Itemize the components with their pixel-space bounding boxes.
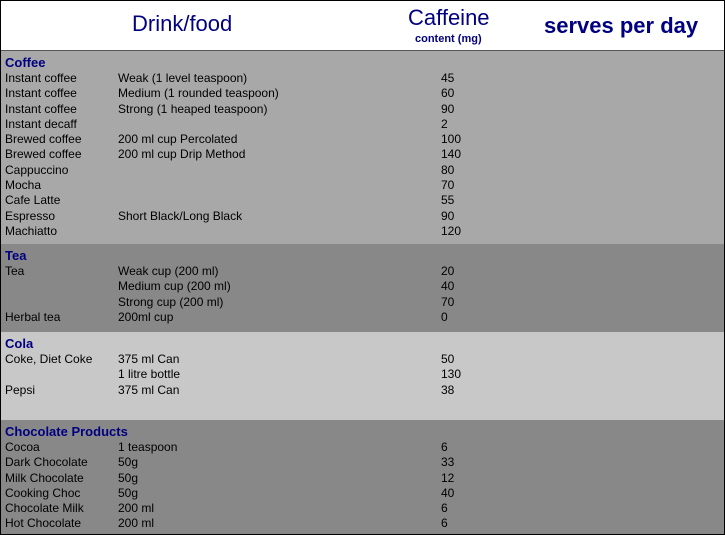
- item-name: Machiatto: [5, 223, 58, 238]
- item-description: Short Black/Long Black: [118, 208, 243, 223]
- item-description: 1 litre bottle: [118, 367, 181, 382]
- item-name: Mocha: [5, 178, 42, 193]
- tea-section: [1, 244, 724, 332]
- table-row: [1, 440, 724, 455]
- item-name: Herbal tea: [5, 309, 61, 324]
- serves-per-day-heading: serves per day: [544, 13, 699, 38]
- item-description: Strong (1 heaped teaspoon): [118, 101, 268, 116]
- caffeine-mg: 6: [441, 516, 448, 531]
- item-description: Strong cup (200 ml): [118, 294, 224, 309]
- item-description: 375 ml Can: [118, 352, 180, 366]
- item-description: 200 ml: [118, 501, 155, 516]
- caffeine-mg: 50: [441, 352, 455, 366]
- table-row: [1, 264, 724, 279]
- caffeine-mg: 70: [441, 178, 455, 193]
- table-row: [1, 516, 724, 531]
- item-description: Medium cup (200 ml): [118, 279, 231, 294]
- section-rows: [1, 71, 724, 239]
- table-row: [1, 102, 724, 117]
- item-name: Cappuccino: [5, 162, 69, 177]
- item-name: Coke, Diet Coke: [5, 352, 93, 366]
- item-description: 1 teaspoon: [118, 440, 178, 454]
- item-name: Instant coffee: [5, 71, 77, 85]
- item-name: Hot Chocolate: [5, 516, 82, 531]
- caffeine-unit-subheading: content (mg): [415, 33, 482, 45]
- table-row: [1, 383, 724, 398]
- caffeine-mg: 90: [441, 101, 455, 116]
- item-name: Brewed coffee: [5, 147, 82, 162]
- item-name: Pepsi: [5, 382, 36, 397]
- caffeine-mg: 140: [441, 147, 462, 162]
- cola-section: [1, 332, 724, 420]
- item-name: Instant coffee: [5, 86, 77, 101]
- item-description: 50g: [118, 485, 139, 500]
- caffeine-mg: 33: [441, 455, 455, 470]
- item-name: Cocoa: [5, 440, 40, 454]
- caffeine-mg: 90: [441, 208, 455, 223]
- caffeine-mg: 80: [441, 162, 455, 177]
- section-title: Tea: [5, 248, 27, 263]
- caffeine-mg: 40: [441, 485, 455, 500]
- item-description: 200 ml cup Drip Method: [118, 147, 246, 162]
- section-rows: [1, 440, 724, 532]
- table-row: [1, 310, 724, 325]
- caffeine-mg: 40: [441, 279, 455, 294]
- table-row: [1, 193, 724, 208]
- item-description: 50g: [118, 470, 139, 485]
- table-row: [1, 367, 724, 382]
- table-row: [1, 352, 724, 367]
- table-header: [1, 1, 724, 51]
- item-name: Cafe Latte: [5, 193, 61, 208]
- item-name: Cooking Choc: [5, 485, 81, 500]
- caffeine-mg: 55: [441, 193, 455, 208]
- table-row: [1, 147, 724, 162]
- table-row: [1, 209, 724, 224]
- table-row: [1, 132, 724, 147]
- caffeine-mg: 70: [441, 294, 455, 309]
- item-name: Dark Chocolate: [5, 455, 88, 470]
- section-rows: [1, 352, 724, 398]
- table-row: [1, 117, 724, 132]
- item-name: Tea: [5, 264, 25, 278]
- table-row: [1, 295, 724, 310]
- table-row: [1, 471, 724, 486]
- table-row: [1, 163, 724, 178]
- item-name: Milk Chocolate: [5, 470, 84, 485]
- item-description: 375 ml Can: [118, 382, 180, 397]
- section-title: Chocolate Products: [5, 424, 128, 439]
- item-name: Chocolate Milk: [5, 501, 84, 516]
- drink-food-heading: Drink/food: [132, 11, 233, 36]
- table-row: [1, 455, 724, 470]
- caffeine-mg: 0: [441, 309, 448, 324]
- item-description: 200 ml: [118, 516, 155, 531]
- caffeine-mg: 2: [441, 116, 448, 131]
- caffeine-mg: 20: [441, 264, 455, 278]
- item-description: 200 ml cup Percolated: [118, 132, 238, 147]
- item-description: Weak cup (200 ml): [118, 264, 219, 278]
- item-name: Espresso: [5, 208, 56, 223]
- table-row: [1, 486, 724, 501]
- item-description: Weak (1 level teaspoon): [118, 71, 248, 85]
- caffeine-mg: 12: [441, 470, 455, 485]
- caffeine-mg: 38: [441, 382, 455, 397]
- item-name: Instant coffee: [5, 101, 77, 116]
- table-row: [1, 86, 724, 101]
- caffeine-mg: 100: [441, 132, 462, 147]
- caffeine-mg: 120: [441, 223, 462, 238]
- caffeine-mg: 6: [441, 440, 448, 454]
- chocolate-section: [1, 420, 724, 534]
- caffeine-mg: 130: [441, 367, 462, 382]
- section-title: Cola: [5, 336, 34, 351]
- table-row: [1, 279, 724, 294]
- coffee-section: [1, 51, 724, 244]
- table-row: [1, 501, 724, 516]
- caffeine-mg: 6: [441, 501, 448, 516]
- section-title: Coffee: [5, 55, 46, 70]
- caffeine-mg: 45: [441, 71, 455, 85]
- item-description: 200ml cup: [118, 309, 174, 324]
- item-description: Medium (1 rounded teaspoon): [118, 86, 279, 101]
- item-description: 50g: [118, 455, 139, 470]
- caffeine-mg: 60: [441, 86, 455, 101]
- table-row: [1, 224, 724, 239]
- table-row: [1, 71, 724, 86]
- section-rows: [1, 264, 724, 325]
- caffeine-heading: Caffeine: [408, 5, 490, 30]
- item-name: Brewed coffee: [5, 132, 82, 147]
- item-name: Instant decaff: [5, 116, 77, 131]
- table-row: [1, 178, 724, 193]
